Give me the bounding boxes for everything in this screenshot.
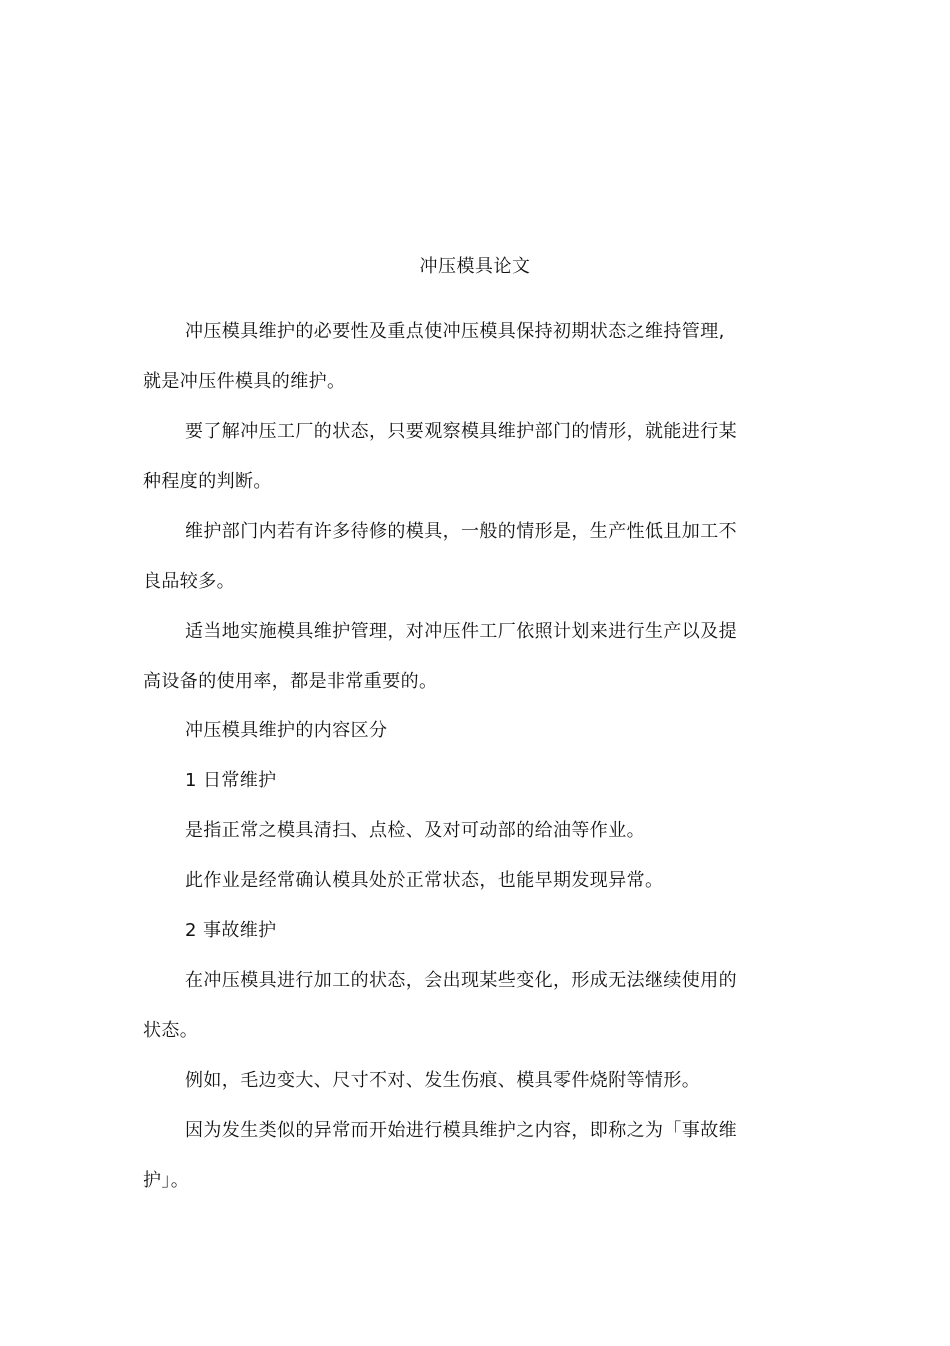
paragraph-line: 良品较多。 (143, 571, 235, 592)
paragraph-line: 适当地实施模具维护管理，对冲压件工厂依照计划来进行生产以及提 (185, 621, 737, 642)
paragraph-line: 状态。 (143, 1020, 199, 1041)
paragraph-line: 是指正常之模具清扫、点检、及对可动部的给油等作业。 (185, 820, 645, 841)
paragraph-line: 高设备的使用率，都是非常重要的。 (143, 671, 438, 692)
paragraph-line: 护」。 (143, 1170, 190, 1191)
paragraph-line: 要了解冲压工厂的状态，只要观察模具维护部门的情形，就能进行某 (185, 421, 737, 442)
section-heading: 冲压模具维护的内容区分 (185, 720, 388, 741)
document-title: 冲压模具论文 (419, 256, 531, 277)
subsection-heading: 2 事故维护 (185, 920, 277, 941)
paragraph-line: 冲压模具维护的必要性及重点使冲压模具保持初期状态之维持管理, (185, 321, 725, 342)
paragraph-line: 例如，毛边变大、尺寸不对、发生伤痕、模具零件烧附等情形。 (185, 1070, 701, 1091)
paragraph-line: 此作业是经常确认模具处於正常状态，也能早期发现异常。 (185, 870, 664, 891)
paragraph-line: 就是冲压件模具的维护。 (143, 371, 346, 392)
paragraph-line: 在冲压模具进行加工的状态，会出现某些变化，形成无法继续使用的 (185, 970, 737, 991)
paragraph-line: 维护部门内若有许多待修的模具，一般的情形是，生产性低且加工不 (185, 521, 737, 542)
subsection-heading: 1 日常维护 (185, 770, 277, 791)
paragraph-line: 因为发生类似的异常而开始进行模具维护之内容，即称之为「事故维 (185, 1120, 737, 1141)
paragraph-line: 种程度的判断。 (143, 471, 272, 492)
